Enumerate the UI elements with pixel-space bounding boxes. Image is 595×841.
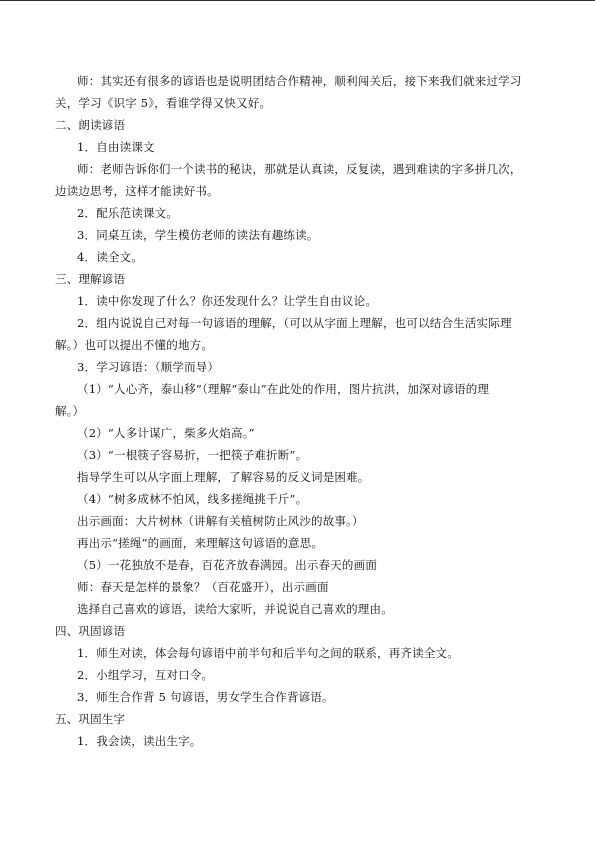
paragraph-line: 解。）也可以提出不懂的地方。 xyxy=(55,338,214,352)
list-item: 1．我会读，读出生字。 xyxy=(77,734,202,748)
paragraph-line: 师：其实还有很多的谚语也是说明团结合作精神，顺利闯关后，接下来我们就来过学习 xyxy=(77,74,522,88)
paragraph-line: 师：春天是怎样的景象？（百花盛开），出示画面 xyxy=(77,580,329,594)
section-heading: 五、巩固生字 xyxy=(55,712,126,726)
list-item: 3．同桌互读，学生模仿老师的读法有趣练读。 xyxy=(77,228,319,242)
paragraph-line: 出示画面：大片树林（讲解有关植树防止风沙的故事。） xyxy=(77,514,364,528)
paragraph-line: 师：老师告诉你们一个读书的秘诀，那就是认真读，反复读，遇到难读的字多拼几次， xyxy=(77,162,522,176)
list-item: 2．组内说说自己对每一句谚语的理解，（可以从字面上理解，也可以结合生活实际理 xyxy=(77,316,512,330)
list-item: 4．读全文。 xyxy=(77,250,144,264)
paragraph-line: 指导学生可以从字面上理解，了解容易的反义词是困难。 xyxy=(77,470,370,484)
proverb-item: （3）“一根筷子容易折，一把筷子难折断”。 xyxy=(77,448,308,462)
paragraph-line: 边读边思考，这样才能读好书。 xyxy=(55,184,219,198)
section-heading: 二、朗读谚语 xyxy=(55,118,126,132)
list-item: 1．读中你发现了什么？你还发现什么？让学生自由议论。 xyxy=(77,294,378,308)
list-item: 3．学习谚语：（顺学而导） xyxy=(77,360,220,374)
list-item: 2．配乐范读课文。 xyxy=(77,206,179,220)
section-heading: 三、理解谚语 xyxy=(55,272,126,286)
list-item: 2．小组学习，互对口令。 xyxy=(77,668,214,682)
paragraph-line: 关，学习《识字 5》，看谁学得又快又好。 xyxy=(55,96,272,110)
proverb-item: （5）一花独放不是春，百花齐放春满园。出示春天的画面 xyxy=(77,558,378,572)
proverb-item: （1）“人心齐，泰山移”（理解“泰山”在此处的作用，图片抗洪，加深对谚语的理 xyxy=(77,382,490,396)
proverb-item: （2）“人多计谋广，柴多火焰高。” xyxy=(77,426,255,440)
paragraph-line: 再出示“搓绳”的画面，来理解这句谚语的意思。 xyxy=(77,536,324,550)
list-item: 1．师生对读，体会每句谚语中前半句和后半句之间的联系，再齐读全文。 xyxy=(77,646,459,660)
paragraph-line: 解。） xyxy=(55,404,85,418)
subsection-heading: 1．自由读课文 xyxy=(77,140,155,154)
paragraph-line: 选择自己喜欢的谚语，读给大家听，并说说自己喜欢的理由。 xyxy=(77,602,393,616)
list-item: 3．师生合作背 5 句谚语，男女学生合作背谚语。 xyxy=(77,690,334,704)
proverb-item: （4）“树多成林不怕风，线多搓绳挑千斤”。 xyxy=(77,492,308,506)
section-heading: 四、巩固谚语 xyxy=(55,624,126,638)
